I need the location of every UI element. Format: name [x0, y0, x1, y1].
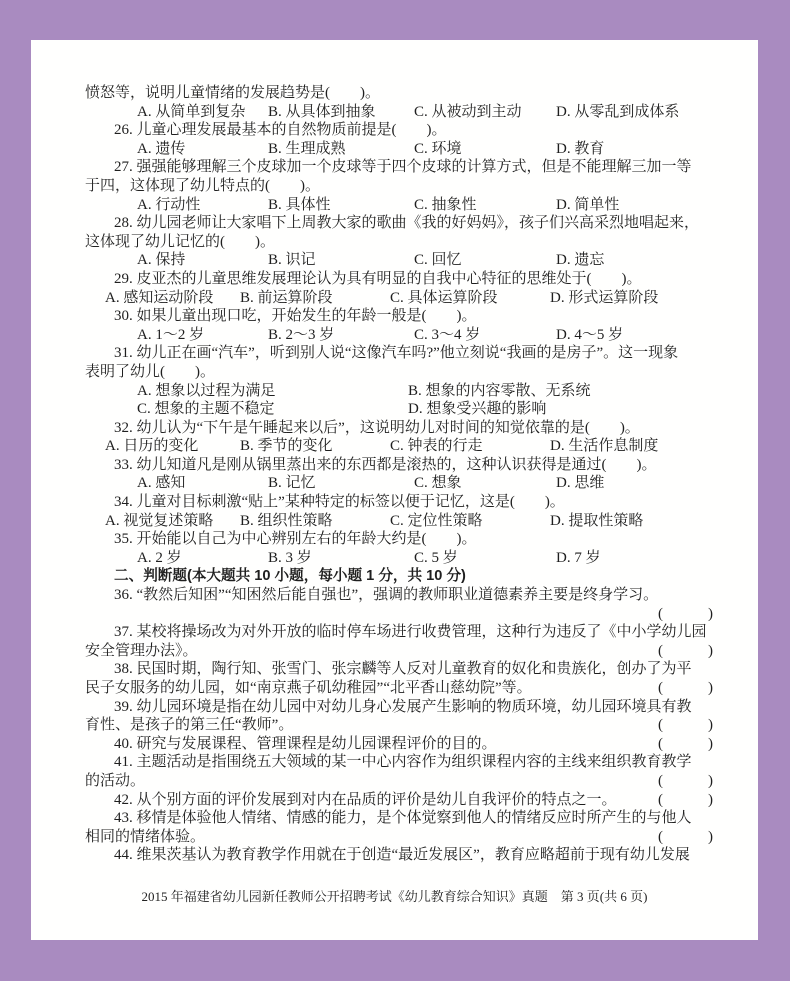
- option-cell: A. 从简单到复杂: [137, 103, 246, 120]
- options-row: [85, 437, 715, 456]
- options-row: [85, 400, 715, 419]
- judgment-text: 民子女服务的幼儿园，如“南京燕子矶幼稚园”“北平香山慈幼院”等。: [85, 680, 532, 696]
- judgment-line: [85, 716, 715, 735]
- question-line: 32. 幼儿认为“下午是午睡起来以后”，这说明幼儿对时间的知觉依靠的是( )。: [114, 419, 640, 436]
- judgment-line: [85, 605, 715, 624]
- judgment-text: 安全管理办法》。: [85, 642, 198, 659]
- option-cell: D. 7 岁: [556, 549, 601, 566]
- option-cell: C. 定位性策略: [390, 512, 483, 529]
- judgment-line: [85, 791, 715, 810]
- option-cell: D. 遗忘: [556, 252, 605, 269]
- option-cell: A. 遗传: [137, 140, 186, 157]
- options-row: [85, 382, 715, 401]
- options-row: [85, 326, 715, 345]
- options-row: [85, 196, 715, 215]
- option-cell: C. 环境: [414, 140, 462, 157]
- option-cell: B. 从具体到抽象: [268, 103, 376, 120]
- option-cell: A. 2 岁: [137, 549, 182, 566]
- question-line: 31. 幼儿正在画“汽车”，听到别人说“这像汽车吗?”他立刻说“我画的是房子”。这一现象: [114, 345, 679, 362]
- judgment-text: 42. 从个别方面的评价发展到对内在品质的评价是幼儿自我评价的特点之一。: [114, 791, 617, 808]
- judgment-line: [85, 735, 715, 754]
- option-cell: B. 识记: [268, 252, 316, 269]
- question-line: 34. 儿童对目标刺激“贴上”某种特定的标签以便于记忆，这是( )。: [114, 494, 565, 511]
- option-cell: D. 从零乱到成体系: [556, 103, 680, 120]
- continuation-line: 这体现了幼儿记忆的( )。: [85, 233, 275, 250]
- question-line: 26. 儿童心理发展最基本的自然物质前提是( )。: [114, 122, 447, 139]
- judgment-line: [85, 772, 715, 791]
- option-cell: D. 思维: [556, 475, 605, 492]
- question-line: 43. 移情是体验他人情绪、情感的能力，是个体觉察到他人的情绪反应时所产生的与他人: [114, 810, 692, 827]
- option-cell: B. 记忆: [268, 475, 316, 492]
- judgment-line: [85, 679, 715, 698]
- option-cell: B. 生理成熟: [268, 140, 346, 157]
- options-row: [85, 512, 715, 531]
- option-cell: C. 想象: [414, 475, 462, 492]
- judgment-line: [85, 642, 715, 661]
- option-cell: B. 2～3 岁: [268, 326, 335, 343]
- judgment-text: 相同的情绪体验。: [85, 828, 206, 845]
- question-line: 41. 主题活动是指围绕五大领域的某一中心内容作为组织课程内容的主线来组织教育教学: [114, 754, 692, 771]
- page-footer: 2015 年福建省幼儿园新任教师公开招聘考试《幼儿教育综合知识》真题 第 3 页(共 6 页): [141, 889, 648, 904]
- option-cell: B. 组织性策略: [240, 512, 333, 529]
- section-heading: 二、判断题(本大题共 10 小题，每小题 1 分，共 10 分): [114, 568, 466, 585]
- question-line: 44. 维果茨基认为教育教学作用就在于创造“最近发展区”，教育应略超前于现有幼儿发展: [114, 847, 690, 864]
- option-cell: A. 感知: [137, 475, 186, 492]
- question-line: 35. 开始能以自己为中心辨别左右的年龄大约是( )。: [114, 531, 477, 548]
- option-cell: D. 形式运算阶段: [550, 289, 659, 306]
- option-cell: A. 感知运动阶段: [105, 289, 214, 306]
- judgment-text: 的活动。: [85, 772, 146, 789]
- options-row: [85, 251, 715, 270]
- question-line: 29. 皮亚杰的儿童思维发展理论认为具有明显的自我中心特征的思维处于( )。: [114, 270, 642, 287]
- options-row: [85, 289, 715, 308]
- option-cell: C. 想象的主题不稳定: [137, 401, 275, 418]
- answer-blank: ( ): [658, 735, 713, 752]
- question-line: 33. 幼儿知道凡是刚从锅里蒸出来的东西都是滚热的，这种认识获得是通过( )。: [114, 456, 657, 473]
- question-line: 39. 幼儿园环境是指在幼儿园中对幼儿身心发展产生影响的物质环境，幼儿园环境具有教: [114, 698, 692, 715]
- option-cell: C. 3～4 岁: [414, 326, 481, 343]
- answer-blank: ( ): [658, 680, 713, 696]
- continuation-line: 于四，这体现了幼儿特点的( )。: [85, 177, 320, 194]
- option-cell: B. 具体性: [268, 196, 331, 213]
- answer-blank: ( ): [658, 772, 713, 789]
- option-cell: C. 钟表的行走: [390, 438, 483, 455]
- option-cell: A. 视觉复述策略: [105, 512, 214, 529]
- continuation-line: 表明了幼儿( )。: [85, 363, 215, 380]
- question-line: 37. 某校将操场改为对外开放的临时停车场进行收费管理，这种行为违反了《中小学幼儿园: [114, 624, 707, 641]
- option-cell: C. 从被动到主动: [414, 103, 522, 120]
- answer-blank: ( ): [658, 605, 713, 622]
- option-cell: D. 提取性策略: [550, 512, 644, 529]
- option-cell: A. 想象以过程为满足: [137, 382, 276, 399]
- option-cell: D. 简单性: [556, 196, 620, 213]
- option-cell: C. 回忆: [414, 252, 462, 269]
- option-cell: C. 抽象性: [414, 196, 477, 213]
- answer-blank: ( ): [658, 717, 713, 734]
- judgment-line: [85, 828, 715, 847]
- option-cell: C. 具体运算阶段: [390, 289, 498, 306]
- option-cell: B. 前运算阶段: [240, 289, 333, 306]
- option-cell: B. 季节的变化: [240, 438, 333, 455]
- options-row: [85, 140, 715, 159]
- question-line: 27. 强强能够理解三个皮球加一个皮球等于四个皮球的计算方式，但是不能理解三加一等: [114, 159, 692, 176]
- answer-blank: ( ): [658, 828, 713, 845]
- options-row: [85, 103, 715, 122]
- option-cell: B. 3 岁: [268, 549, 312, 566]
- answer-blank: ( ): [658, 791, 713, 808]
- option-cell: A. 行动性: [137, 196, 201, 213]
- judgment-text: 育性、是孩子的第三任“教师”。: [85, 717, 294, 734]
- option-cell: D. 想象受兴趣的影响: [408, 401, 547, 418]
- options-row: [85, 474, 715, 493]
- question-line: 28. 幼儿园老师让大家唱下上周教大家的歌曲《我的好妈妈》，孩子们兴高采烈地唱起来，: [114, 215, 700, 232]
- option-cell: D. 4～5 岁: [556, 326, 624, 343]
- answer-blank: ( ): [658, 642, 713, 659]
- exam-page: [31, 40, 758, 940]
- question-line: 36. “教然后知困”“知困然后能自强也”，强调的教师职业道德素养主要是终身学习。: [114, 587, 659, 604]
- option-cell: B. 想象的内容零散、无系统: [408, 382, 591, 399]
- option-cell: A. 日历的变化: [105, 438, 199, 455]
- exam-content: [85, 84, 715, 865]
- options-row: [85, 549, 715, 568]
- question-line: 38. 民国时期，陶行知、张雪门、张宗麟等人反对儿童教育的奴化和贵族化，创办了为平: [114, 661, 692, 678]
- option-cell: C. 5 岁: [414, 549, 458, 566]
- option-cell: A. 保持: [137, 252, 186, 269]
- option-cell: D. 生活作息制度: [550, 438, 659, 455]
- question-line: 30. 如果儿童出现口吃，开始发生的年龄一般是( )。: [114, 308, 477, 325]
- option-cell: D. 教育: [556, 140, 605, 157]
- option-cell: A. 1～2 岁: [137, 326, 205, 343]
- continuation-line: 愤怒等，说明儿童情绪的发展趋势是( )。: [85, 85, 380, 101]
- judgment-text: 40. 研究与发展课程、管理课程是幼儿园课程评价的目的。: [114, 735, 497, 752]
